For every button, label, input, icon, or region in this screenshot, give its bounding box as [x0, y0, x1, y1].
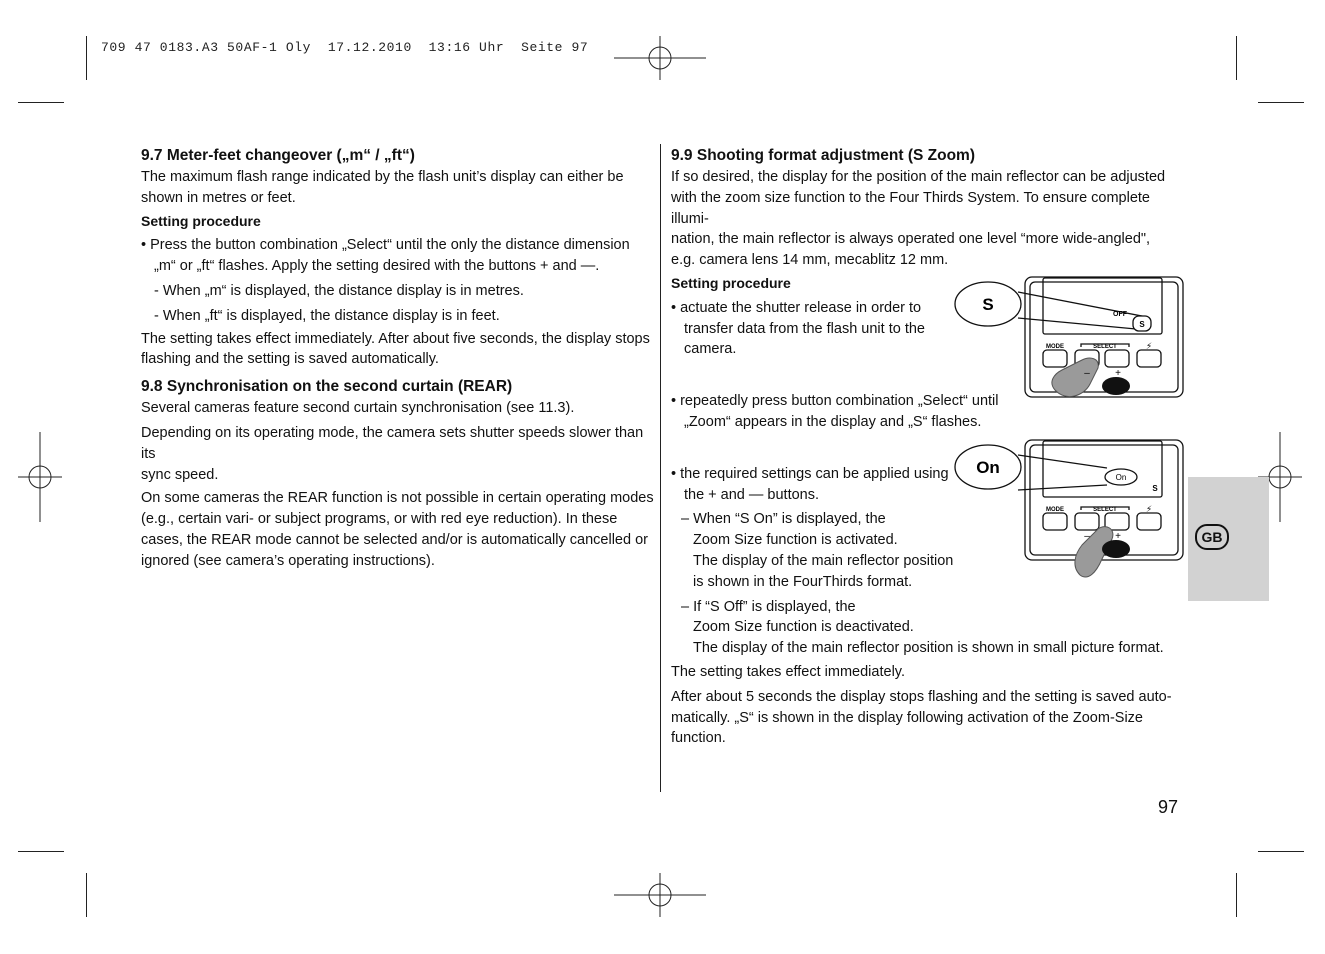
flash-icon: ⚡	[1145, 505, 1153, 515]
bullet: • Press the button combination „Select“ until the only the distance dimension	[141, 237, 630, 254]
bullet: • the required settings can be applied using	[671, 465, 949, 482]
column-divider	[660, 144, 661, 792]
print-header: 709 47 0183.A3 50AF-1 Oly 17.12.2010 13:16 Uhr Seite 97	[101, 40, 589, 55]
bullet-continued: transfer data from the flash unit to the	[684, 320, 925, 337]
paragraph: The setting takes effect immediately. After about five seconds, the display stops	[141, 330, 650, 347]
paragraph: (e.g., certain vari- or subject programs, or with red eye reduction). In these	[141, 511, 618, 528]
select-label: SELECT	[1093, 507, 1117, 513]
list-item: - When „m“ is displayed, the distance display is in metres.	[154, 282, 524, 299]
callout-label: On	[976, 458, 1000, 477]
bullet: • repeatedly press button combination „Select“ until	[671, 393, 999, 410]
paragraph: flashing and the setting is saved automatically.	[141, 351, 439, 368]
paragraph: function.	[671, 730, 726, 747]
paragraph: ignored (see camera’s operating instructions).	[141, 552, 435, 569]
list-item-continued: The display of the main reflector position	[693, 552, 954, 569]
bullet: • actuate the shutter release in order to	[671, 299, 922, 316]
list-item: - When „ft“ is displayed, the distance display is in feet.	[154, 307, 500, 324]
bullet-continued: „m“ or „ft“ flashes. Apply the setting desired with the buttons + and —.	[154, 258, 600, 275]
minus-label: –	[1084, 368, 1090, 379]
paragraph: nation, the main reflector is always operated one level “more wide-angled",	[671, 231, 1151, 248]
list-item: – When “S On” is displayed, the	[681, 511, 886, 528]
section-title-9-8: 9.8 Synchronisation on the second curtain (REAR)	[141, 378, 513, 396]
section-title-9-9: 9.9 Shooting format adjustment (S Zoom)	[671, 147, 975, 164]
paragraph: matically. „S“ is shown in the display following activation of the Zoom-Size	[671, 709, 1143, 726]
list-item-continued: The display of the main reflector position is shown in small picture format.	[693, 640, 1164, 657]
subheading: Setting procedure	[141, 212, 261, 229]
paragraph: Several cameras feature second curtain synchronisation (see 11.3).	[141, 400, 575, 417]
list-item-continued: is shown in the FourThirds format.	[693, 573, 913, 590]
page-number: 97	[1158, 797, 1179, 817]
lcd-off-label: OFF	[1113, 311, 1127, 318]
plus-label: +	[1115, 531, 1121, 542]
select-label: SELECT	[1093, 344, 1117, 350]
callout-label: S	[982, 295, 994, 314]
list-item-continued: Zoom Size function is deactivated.	[693, 619, 914, 636]
paragraph: sync speed.	[141, 466, 219, 483]
flash-unit-figure-s	[950, 272, 1188, 402]
paragraph: If so desired, the display for the position of the main reflector can be adjusted	[671, 169, 1166, 185]
paragraph: shown in metres or feet.	[141, 189, 296, 206]
list-item-continued: Zoom Size function is activated.	[693, 532, 898, 549]
flash-unit-figure-on	[950, 435, 1188, 585]
paragraph: After about 5 seconds the display stops flashing and the setting is saved auto-	[671, 688, 1172, 705]
bullet-continued: camera.	[684, 341, 737, 358]
mode-label: MODE	[1046, 507, 1064, 513]
paragraph: Depending on its operating mode, the camera sets shutter speeds slower than its	[141, 424, 644, 462]
section-title-9-7: 9.7 Meter-feet changeover („m“ / „ft“)	[141, 147, 415, 164]
plus-label: +	[1115, 368, 1121, 379]
left-column	[141, 145, 656, 572]
hand-icon	[1052, 358, 1098, 396]
minus-label: –	[1084, 531, 1090, 542]
language-badge: GB	[1195, 524, 1229, 550]
paragraph: On some cameras the REAR function is not possible in certain operating modes	[141, 490, 654, 507]
paragraph: e.g. camera lens 14 mm, mecablitz 12 mm.	[671, 252, 949, 269]
lcd-s-label: S	[1152, 484, 1158, 493]
paragraph: The setting takes effect immediately.	[671, 663, 905, 680]
paragraph: The maximum flash range indicated by the flash unit’s display can either be	[141, 169, 624, 185]
lcd-s-label: S	[1139, 320, 1145, 329]
paragraph: with the zoom size function to the Four Thirds System. To ensure complete illumi-	[671, 189, 1150, 227]
list-item: – If “S Off” is displayed, the	[681, 598, 856, 615]
lcd-on-label: On	[1115, 473, 1127, 482]
flash-icon: ⚡	[1145, 342, 1153, 352]
mode-label: MODE	[1046, 344, 1064, 350]
bullet-continued: the + and — buttons.	[684, 486, 820, 503]
paragraph: cases, the REAR mode cannot be selected and/or is automatically cancelled or	[141, 531, 648, 548]
bullet-continued: „Zoom“ appears in the display and „S“ flashes.	[684, 413, 982, 430]
subheading: Setting procedure	[671, 274, 791, 291]
